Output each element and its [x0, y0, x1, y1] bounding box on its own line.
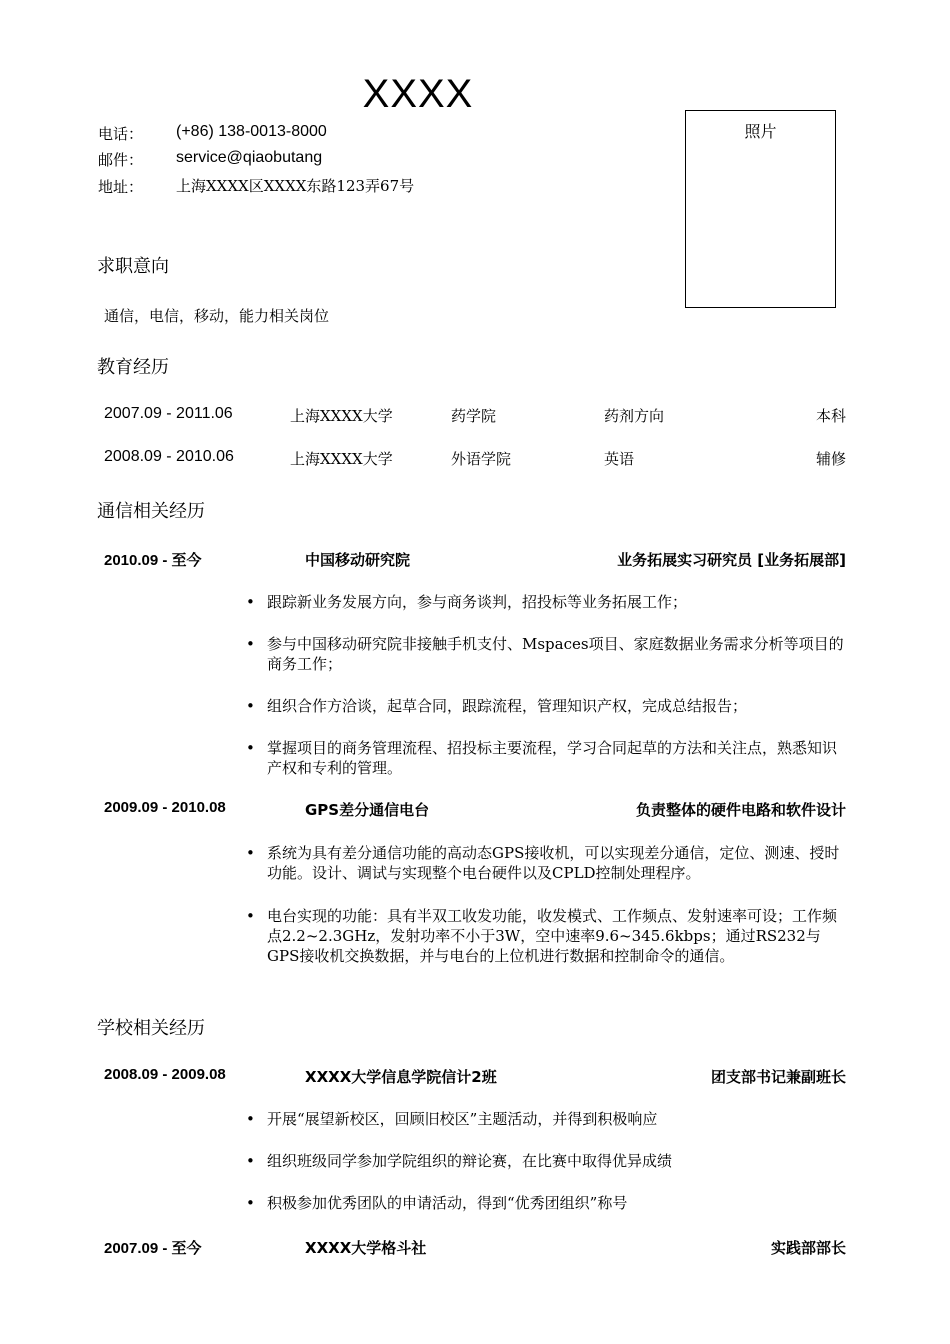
experience-org: GPS差分通信电台: [305, 801, 430, 819]
bullet-dot: •: [246, 1152, 255, 1170]
experience-org: 中国移动研究院: [305, 551, 411, 569]
experience-date: 2010.09 - 至今: [104, 552, 202, 569]
photo-label: 照片: [744, 122, 777, 141]
bullet-text: 掌握项目的商务管理流程、招投标主要流程，学习合同起草的方法和关注点，熟悉知识产权和专利的管理。: [267, 739, 838, 777]
bullet-text: 开展“展望新校区，回顾旧校区”主题活动，并得到积极响应: [267, 1110, 658, 1128]
email-value: service@qiaobutang: [176, 149, 323, 166]
phone-label: 电话：: [98, 125, 144, 143]
resume-name: XXXX: [362, 72, 474, 116]
education-degree: 本科: [815, 407, 846, 425]
bullet-dot: •: [246, 1110, 255, 1128]
bullet-dot: •: [246, 907, 255, 925]
bullet-dot: •: [246, 844, 255, 862]
experience-role: 业务拓展实习研究员 [业务拓展部]: [617, 551, 846, 569]
school-title: 学校相关经历: [97, 1018, 205, 1039]
phone-value: (+86) 138-0013-8000: [176, 123, 327, 140]
experience-role: 团支部书记兼副班长: [710, 1068, 846, 1086]
education-major: 英语: [604, 450, 635, 468]
education-date: 2008.09 - 2010.06: [104, 448, 234, 465]
bullet-text: 跟踪新业务发展方向，参与商务谈判，招投标等业务拓展工作；: [267, 593, 688, 611]
experience-date: 2009.09 - 2010.08: [104, 799, 226, 816]
bullet-dot: •: [246, 593, 255, 611]
education-degree: 辅修: [815, 450, 846, 468]
bullet-text: 电台实现的功能：具有半双工收发功能，收发模式、工作频点、发射速率可设；工作频点2.2~2.3GHz，发射功率不小于3W，空中速率9.6~345.6kbps；通过RS232与GPS接收机交换数据，并与电台的上位机进行数据和控制命令的通信。: [267, 907, 838, 965]
bullet-text: 参与中国移动研究院非接触手机支付、Mspaces项目、家庭数据业务需求分析等项目的商务工作；: [267, 635, 844, 673]
bullet-text: 组织合作方洽谈，起草合同，跟踪流程，管理知识产权，完成总结报告；: [267, 697, 748, 715]
bullet-text: 系统为具有差分通信功能的高动态GPS接收机，可以实现差分通信，定位、测速、授时功能。设计、调试与实现整个电台硬件以及CPLD控制处理程序。: [267, 844, 840, 882]
intent-title: 求职意向: [97, 256, 169, 277]
education-college: 外语学院: [451, 450, 512, 468]
address-value: 上海XXXX区XXXX东路123弄67号: [176, 177, 415, 195]
education-major: 药剂方向: [604, 407, 665, 425]
address-label: 地址：: [98, 178, 144, 196]
experience-date: 2007.09 - 至今: [104, 1240, 202, 1257]
experience-org: XXXX大学信息学院信计2班: [305, 1068, 497, 1086]
experience-role: 实践部部长: [770, 1239, 846, 1257]
bullet-dot: •: [246, 635, 255, 653]
telecom-title: 通信相关经历: [97, 501, 205, 522]
education-school: 上海XXXX大学: [290, 450, 393, 468]
photo-box: [685, 110, 836, 308]
experience-org: XXXX大学格斗社: [305, 1239, 427, 1257]
bullet-dot: •: [246, 1194, 255, 1212]
education-school: 上海XXXX大学: [290, 407, 393, 425]
intent-text: 通信，电信，移动，能力相关岗位: [104, 307, 330, 325]
education-college: 药学院: [451, 407, 497, 425]
bullet-text: 积极参加优秀团队的申请活动，得到“优秀团组织”称号: [267, 1194, 628, 1212]
experience-role: 负责整体的硬件电路和软件设计: [635, 801, 846, 819]
email-label: 邮件：: [98, 151, 144, 169]
education-title: 教育经历: [97, 357, 169, 378]
education-date: 2007.09 - 2011.06: [104, 405, 233, 422]
bullet-dot: •: [246, 697, 255, 715]
experience-date: 2008.09 - 2009.08: [104, 1066, 226, 1083]
bullet-dot: •: [246, 739, 255, 757]
bullet-text: 组织班级同学参加学院组织的辩论赛，在比赛中取得优异成绩: [267, 1152, 673, 1170]
